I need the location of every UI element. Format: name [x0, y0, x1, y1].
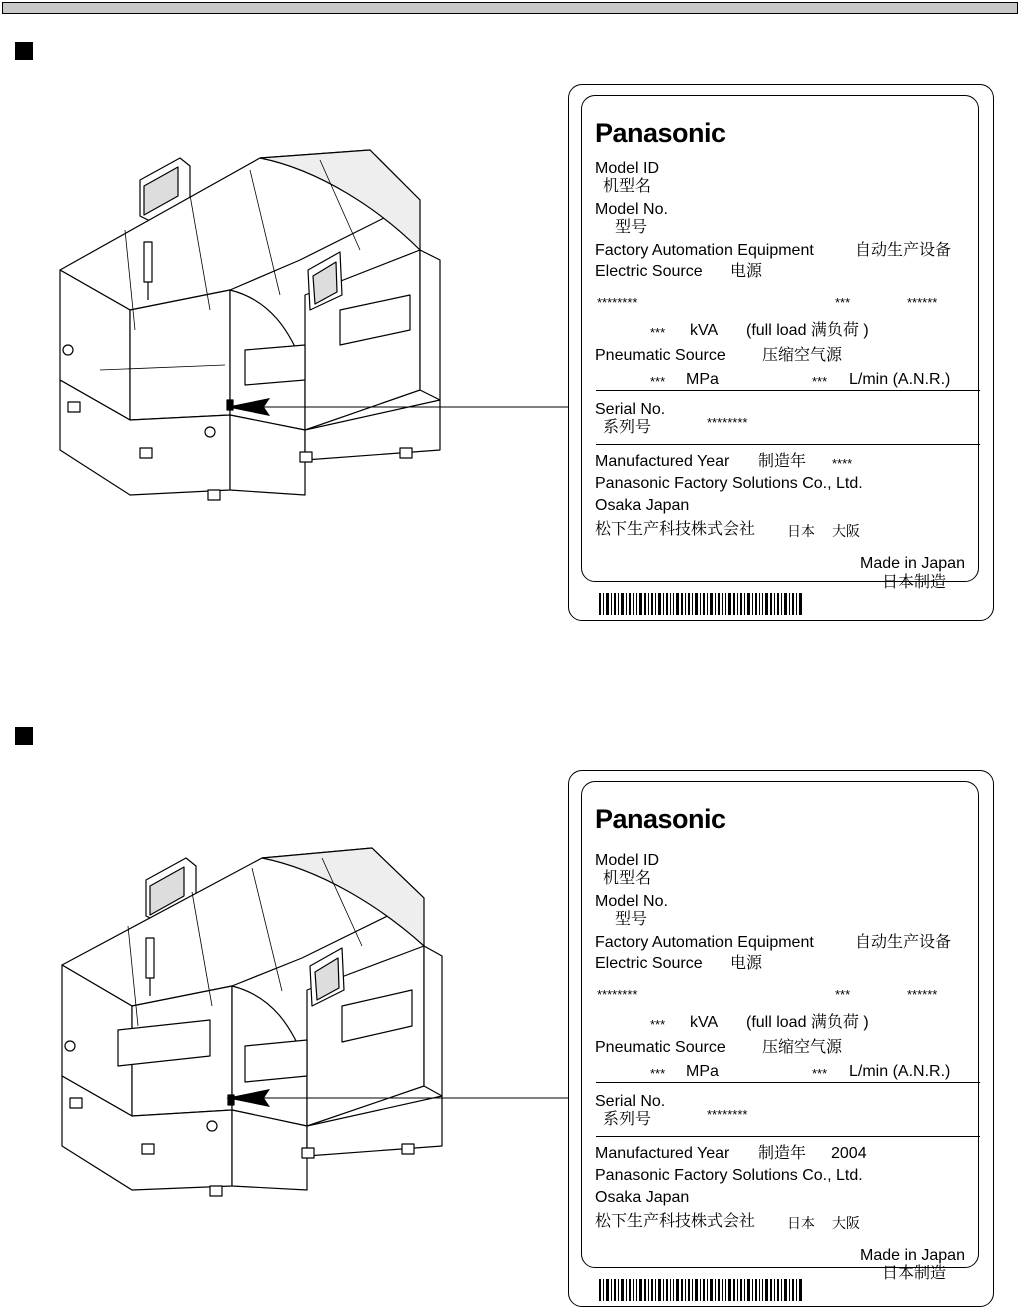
company-name-cn: 松下生产科技株式会社: [595, 521, 756, 538]
barcode-graphic: [599, 593, 803, 615]
made-in-label: Made in Japan: [860, 555, 965, 572]
pneumatic-source-label: Pneumatic Source: [595, 1039, 726, 1056]
made-in-label-cn: 日本制造: [882, 574, 947, 591]
company-city: Osaka Japan: [595, 1189, 690, 1206]
brand-logo: Panasonic: [595, 804, 726, 834]
serial-no-label: Serial No.: [595, 1093, 666, 1110]
city-cn: 大阪: [832, 1215, 860, 1231]
electric-source-label-cn: 电源: [730, 263, 763, 280]
electric-voltage-value: ********: [597, 295, 638, 310]
city-cn: 大阪: [832, 523, 860, 539]
country-cn: 日本: [787, 523, 815, 539]
company-name-cn: 松下生产科技株式会社: [595, 1213, 756, 1230]
nameplate-inner-frame: [581, 95, 979, 591]
kva-unit: kVA: [690, 1014, 719, 1031]
electric-voltage-value: ********: [597, 987, 638, 1002]
electric-source-label: Electric Source: [595, 955, 703, 972]
electric-source-label-cn: 电源: [730, 955, 763, 972]
model-no-label-cn: 型号: [615, 911, 648, 928]
model-no-label: Model No.: [595, 201, 668, 218]
model-id-label-cn: 机型名: [603, 178, 652, 195]
section-marker-1: [15, 42, 33, 60]
manufactured-year-label: Manufactured Year: [595, 453, 730, 470]
divider: [596, 390, 980, 391]
model-id-label: Model ID: [595, 852, 660, 869]
made-in-label: Made in Japan: [860, 1247, 965, 1264]
equipment-type-label: Factory Automation Equipment: [595, 934, 814, 951]
model-id-label: Model ID: [595, 160, 660, 177]
pneumatic-source-label-cn: 压缩空气源: [762, 1039, 843, 1056]
pressure-unit: MPa: [686, 371, 719, 388]
model-no-label: Model No.: [595, 893, 668, 910]
company-name: Panasonic Factory Solutions Co., Ltd.: [595, 475, 863, 492]
label-pointer-arrow-1: [224, 396, 570, 418]
kva-value: ***: [650, 325, 666, 340]
machine-illustration-1: [40, 130, 560, 560]
divider: [596, 444, 980, 445]
manufactured-year-label-cn: 制造年: [758, 453, 807, 470]
company-name: Panasonic Factory Solutions Co., Ltd.: [595, 1167, 863, 1184]
pressure-value: ***: [650, 374, 666, 389]
serial-no-value: ********: [707, 415, 748, 430]
nameplate-inner-frame: [581, 781, 979, 1282]
pneumatic-source-label-cn: 压缩空气源: [762, 347, 843, 364]
kva-value: ***: [650, 1017, 666, 1032]
flow-unit: L/min (A.N.R.): [849, 1063, 951, 1080]
full-load-note: (full load 满负荷 ): [746, 322, 869, 339]
divider: [596, 1082, 980, 1083]
made-in-label-cn: 日本制造: [882, 1265, 947, 1282]
barcode-graphic: [599, 1279, 803, 1301]
pressure-unit: MPa: [686, 1063, 719, 1080]
brand-logo: Panasonic: [595, 118, 726, 148]
serial-no-label-cn: 系列号: [603, 1111, 652, 1128]
equipment-type-label: Factory Automation Equipment: [595, 242, 814, 259]
serial-no-value: ********: [707, 1107, 748, 1122]
section-marker-2: [15, 727, 33, 745]
electric-phase-value: ***: [835, 987, 851, 1002]
pneumatic-source-label: Pneumatic Source: [595, 347, 726, 364]
manufactured-year-value: 2004: [831, 1145, 867, 1162]
flow-value: ***: [812, 374, 828, 389]
equipment-type-label-cn: 自动生产设备: [855, 934, 952, 951]
electric-phase-value: ***: [835, 295, 851, 310]
nameplate-label-2: [568, 770, 994, 1307]
page-header-bar: [2, 2, 1018, 14]
manufactured-year-value: ****: [832, 456, 853, 471]
manufactured-year-label: Manufactured Year: [595, 1145, 730, 1162]
model-id-label-cn: 机型名: [603, 870, 652, 887]
flow-unit: L/min (A.N.R.): [849, 371, 951, 388]
equipment-type-label-cn: 自动生产设备: [855, 242, 952, 259]
divider: [596, 1136, 980, 1137]
machine-illustration-2: [40, 820, 560, 1250]
flow-value: ***: [812, 1066, 828, 1081]
label-pointer-arrow-2: [224, 1087, 570, 1109]
pressure-value: ***: [650, 1066, 666, 1081]
serial-no-label: Serial No.: [595, 401, 666, 418]
electric-frequency-value: ******: [907, 295, 938, 310]
serial-no-label-cn: 系列号: [603, 419, 652, 436]
company-city: Osaka Japan: [595, 497, 690, 514]
manufactured-year-label-cn: 制造年: [758, 1145, 807, 1162]
model-no-label-cn: 型号: [615, 219, 648, 236]
country-cn: 日本: [787, 1215, 815, 1231]
electric-frequency-value: ******: [907, 987, 938, 1002]
kva-unit: kVA: [690, 322, 719, 339]
nameplate-label-1: [568, 84, 994, 621]
electric-source-label: Electric Source: [595, 263, 703, 280]
full-load-note: (full load 满负荷 ): [746, 1014, 869, 1031]
